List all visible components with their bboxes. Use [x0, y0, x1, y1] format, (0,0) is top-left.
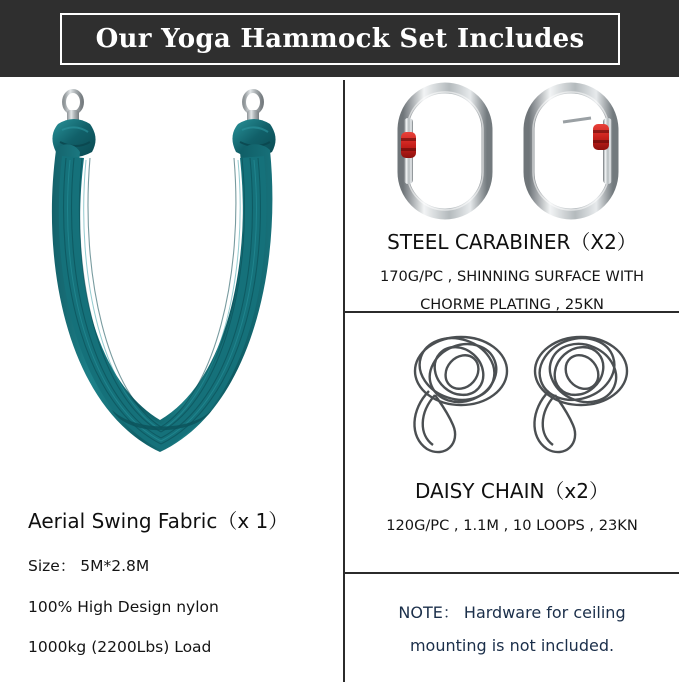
- carabiner-title: STEEL CARABINER（X2）: [387, 230, 637, 254]
- fabric-spec-load: 1000kg (2200Lbs) Load: [28, 638, 212, 656]
- note-panel: [345, 574, 679, 682]
- page-title: Our Yoga Hammock Set Includes: [95, 24, 585, 54]
- carabiner-spec-line-1: 170G/PC , SHINNING SURFACE WITH: [379, 268, 645, 285]
- carabiner-spec-line-2: CHORME PLATING , 25KN: [420, 296, 604, 313]
- daisy-chain-illustration: [345, 313, 679, 471]
- left-panel-text: [28, 505, 338, 678]
- header-banner: [0, 0, 679, 77]
- fabric-spec-size: Size： 5M*2.8M: [28, 557, 150, 575]
- left-panel: [0, 80, 343, 682]
- carabiner-panel: [345, 80, 679, 311]
- note-line-2: mounting is not included.: [409, 636, 615, 655]
- note-line-1: NOTE： Hardware for ceiling: [398, 603, 626, 622]
- daisy-chain-panel: [345, 313, 679, 572]
- fabric-title: Aerial Swing Fabric（x 1）: [28, 509, 289, 533]
- fabric-spec-material: 100% High Design nylon: [28, 598, 219, 616]
- daisy-chain-spec-line-1: 120G/PC , 1.1M , 10 LOOPS , 23KN: [386, 517, 638, 534]
- daisy-chain-title: DAISY CHAIN（x2）: [414, 479, 609, 503]
- carabiner-illustration: [345, 80, 679, 222]
- hammock-illustration: [0, 80, 343, 500]
- header-title-frame: [60, 13, 620, 65]
